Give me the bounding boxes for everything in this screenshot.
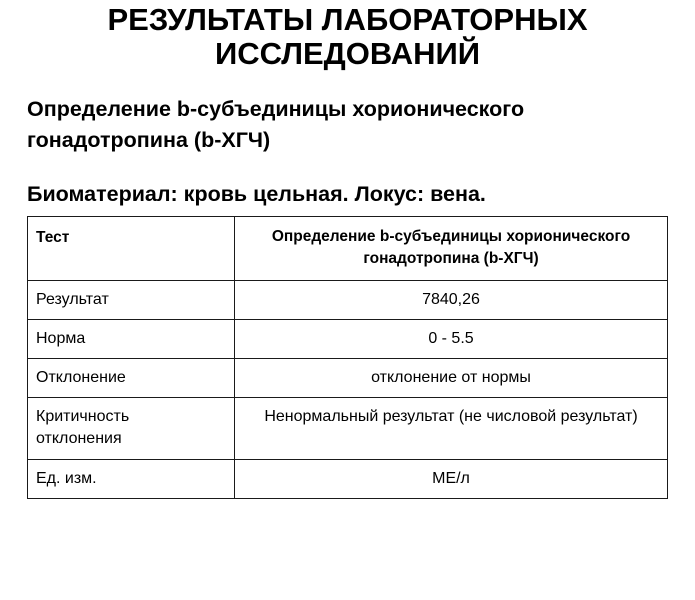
header-label-cell: Тест <box>28 217 235 281</box>
table-header-row <box>28 217 668 281</box>
test-name-line-1: Определение b-субъединицы хорионического <box>27 97 525 121</box>
row-value: 7840,26 <box>235 281 668 320</box>
row-label <box>28 398 235 460</box>
row-label-line-2: отклонения <box>36 430 122 447</box>
page-title-line-2: ИССЛЕДОВАНИЙ <box>214 36 481 71</box>
row-value: 0 - 5.5 <box>235 320 668 359</box>
test-name-heading <box>27 94 687 156</box>
test-name-line-2: гонадотропина (b-ХГЧ) <box>27 128 271 152</box>
row-label: Отклонение <box>28 359 235 398</box>
row-label: Ед. изм. <box>28 460 235 499</box>
table-row-unit <box>28 460 668 499</box>
row-value: отклонение от нормы <box>235 359 668 398</box>
table-row-deviation <box>28 359 668 398</box>
page-title-line-1: РЕЗУЛЬТАТЫ ЛАБОРАТОРНЫХ <box>107 2 588 37</box>
page-title <box>0 3 695 71</box>
row-label: Норма <box>28 320 235 359</box>
row-label-line-1: Критичность <box>36 408 130 425</box>
biomaterial-heading: Биоматериал: кровь цельная. Локус: вена. <box>27 182 486 206</box>
header-value-line-1: Определение b-субъединицы хорионического <box>271 228 631 245</box>
table-row-norm <box>28 320 668 359</box>
header-value-cell <box>235 217 668 281</box>
results-table <box>27 216 668 499</box>
row-value: Ненормальный результат (не числовой результат) <box>235 398 668 460</box>
row-value: МЕ/л <box>235 460 668 499</box>
header-value-line-2: гонадотропина (b-ХГЧ) <box>363 250 539 267</box>
table-row-criticality <box>28 398 668 460</box>
table-row-result <box>28 281 668 320</box>
row-label: Результат <box>28 281 235 320</box>
